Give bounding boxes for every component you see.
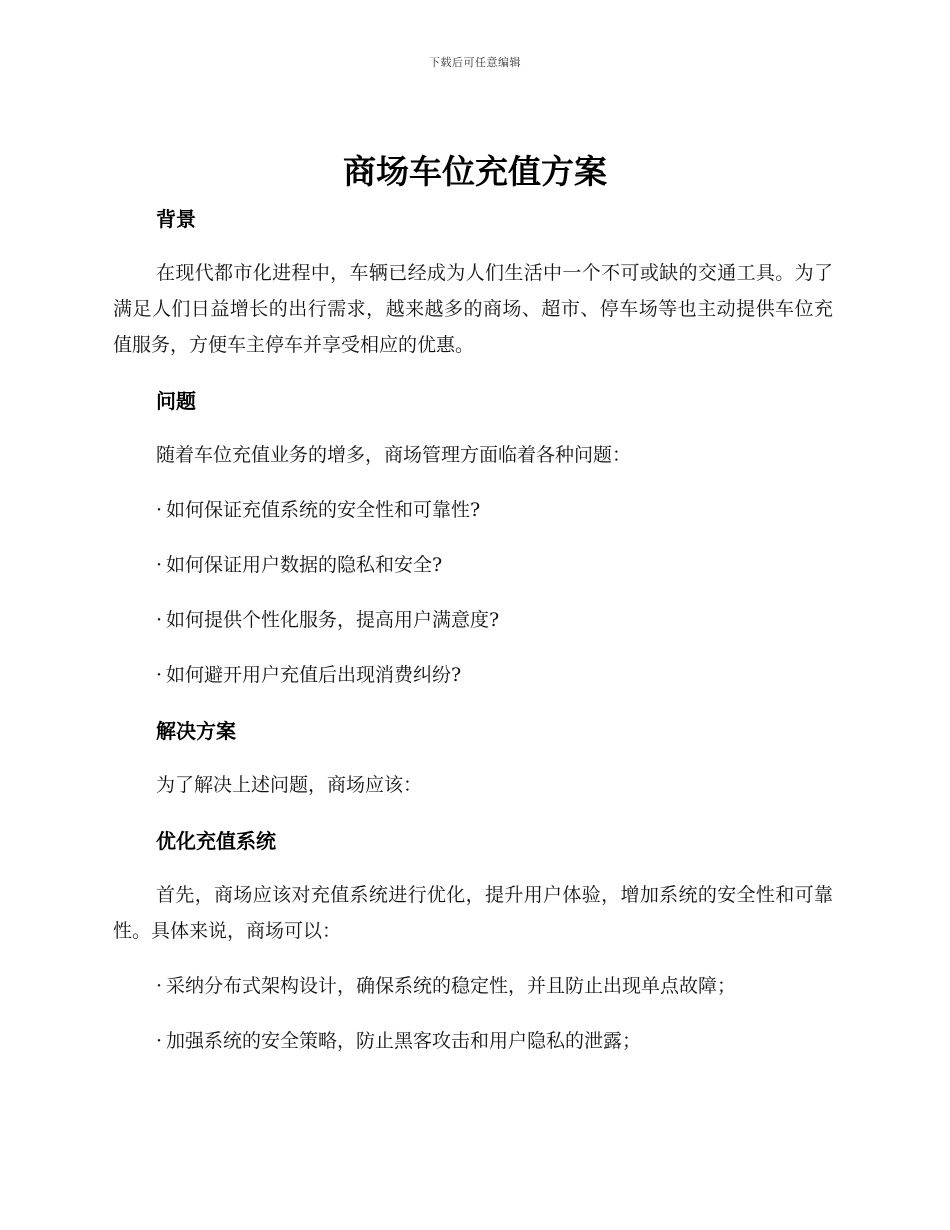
list-item-text: 如何保证充值系统的安全性和可靠性?: [166, 499, 481, 521]
heading-solution: 解决方案: [156, 719, 236, 743]
list-item-text: 加强系统的安全策略，防止黑客攻击和用户隐私的泄露；: [166, 1030, 642, 1052]
bullet-dot: ·: [156, 554, 163, 576]
bullet-dot: ·: [156, 664, 163, 686]
bullet-dot: ·: [156, 499, 163, 521]
heading-problem: 问题: [156, 389, 196, 413]
list-item: [113, 1023, 833, 1059]
list-item: [113, 657, 833, 693]
background-paragraph: 在现代都市化进程中，车辆已经成为人们生活中一个不可或缺的交通工具。为了满足人们日益增长的出行需求，越来越多的商场、超市、停车场等也主动提供车位充值服务，方便车主停车并享受相应的优惠。: [113, 262, 833, 356]
heading-background: 背景: [156, 207, 196, 231]
list-item: [113, 602, 833, 638]
list-item: [113, 968, 833, 1004]
list-item-text: 如何保证用户数据的隐私和安全?: [166, 554, 443, 576]
bullet-dot: ·: [156, 609, 163, 631]
problem-intro: 随着车位充值业务的增多，商场管理方面临着各种问题：: [156, 444, 632, 466]
list-item-text: 采纳分布式架构设计，确保系统的稳定性，并且防止出现单点故障；: [166, 975, 737, 997]
list-item: [113, 547, 833, 583]
list-item-text: 如何提供个性化服务，提高用户满意度?: [166, 609, 500, 631]
bullet-dot: ·: [156, 975, 163, 997]
page-title: 商场车位充值方案: [343, 152, 607, 191]
solution-intro: 为了解决上述问题，商场应该：: [156, 774, 423, 796]
heading-optimize: 优化充值系统: [156, 829, 276, 853]
document-body: [113, 200, 833, 1078]
bullet-dot: ·: [156, 1030, 163, 1052]
list-item-text: 如何避开用户充值后出现消费纠纷?: [166, 664, 462, 686]
list-item: [113, 492, 833, 528]
optimize-paragraph: 首先，商场应该对充值系统进行优化，提升用户体验，增加系统的安全性和可靠性。具体来说，商场可以：: [113, 884, 833, 942]
header-note: 下载后可任意编辑: [429, 56, 521, 69]
